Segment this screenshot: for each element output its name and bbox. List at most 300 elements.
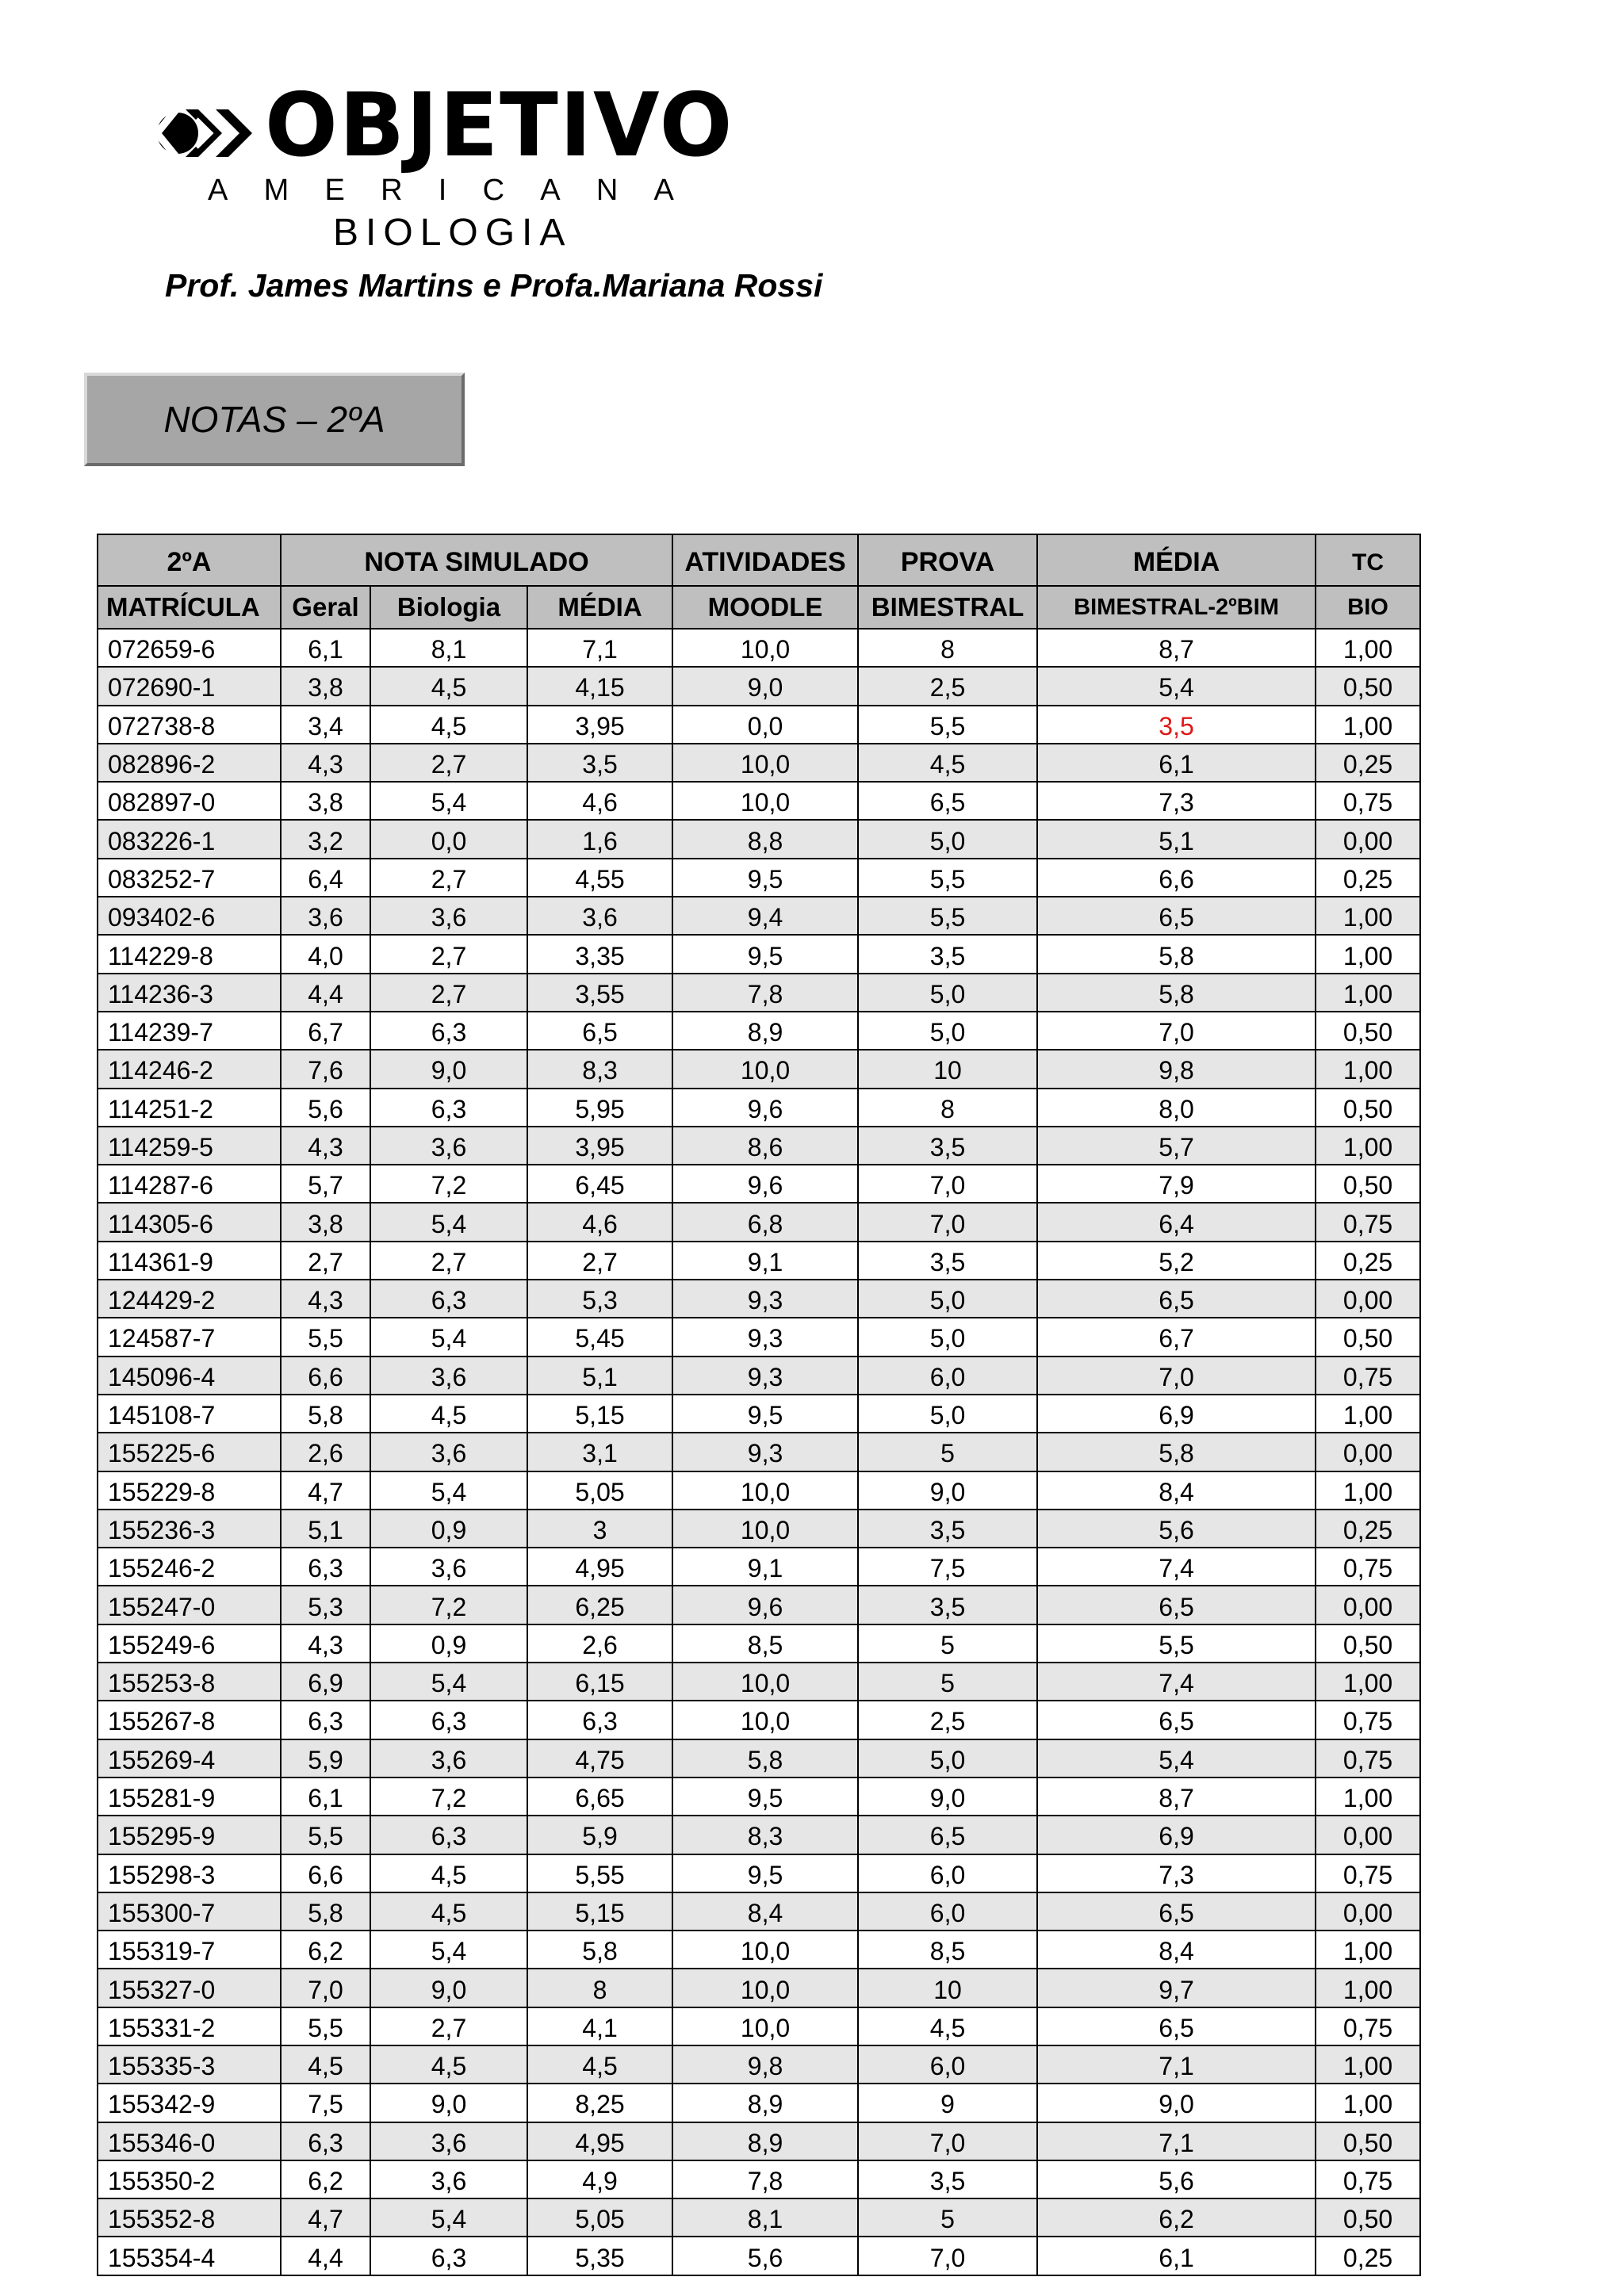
tc-bio-cell: 0,00 [1316,1280,1420,1318]
matricula-cell: 155295-9 [98,1816,281,1854]
biologia-cell: 3,6 [370,1739,527,1777]
media-simulado-cell: 5,45 [527,1318,672,1356]
moodle-cell: 10,0 [672,1510,858,1548]
media-bimestral-cell: 6,1 [1037,744,1316,782]
geral-cell: 4,3 [281,744,370,782]
biologia-cell: 4,5 [370,1854,527,1892]
geral-cell: 3,8 [281,782,370,820]
media-bimestral-cell: 6,6 [1037,859,1316,897]
matricula-cell: 124587-7 [98,1318,281,1356]
geral-cell: 5,1 [281,1510,370,1548]
geral-cell: 3,6 [281,897,370,935]
media-bimestral-cell: 8,4 [1037,1931,1316,1969]
media-bimestral-cell: 9,7 [1037,1969,1316,2007]
bimestral-cell: 8,5 [858,1931,1037,1969]
bimestral-cell: 3,5 [858,1127,1037,1165]
tc-bio-cell: 0,50 [1316,2122,1420,2160]
tc-bio-cell: 0,75 [1316,1357,1420,1395]
bimestral-cell: 4,5 [858,2007,1037,2045]
bimestral-cell: 6,5 [858,1816,1037,1854]
tc-bio-cell: 0,00 [1316,820,1420,858]
media-simulado-cell: 4,95 [527,2122,672,2160]
tc-bio-cell: 0,00 [1316,1892,1420,1931]
geral-cell: 6,9 [281,1663,370,1701]
moodle-cell: 9,3 [672,1433,858,1471]
media-simulado-cell: 3,35 [527,935,672,973]
media-bimestral-cell: 7,0 [1037,1357,1316,1395]
moodle-cell: 8,4 [672,1892,858,1931]
matricula-cell: 155267-8 [98,1701,281,1739]
matricula-cell: 114246-2 [98,1050,281,1088]
media-simulado-cell: 5,35 [527,2237,672,2275]
media-bimestral-cell: 7,1 [1037,2045,1316,2084]
bimestral-cell: 10 [858,1969,1037,2007]
media-simulado-cell: 5,1 [527,1357,672,1395]
media-bimestral-cell: 6,5 [1037,897,1316,935]
geral-cell: 4,4 [281,974,370,1012]
media-simulado-cell: 3,95 [527,1127,672,1165]
media-bimestral-cell: 5,7 [1037,1127,1316,1165]
bimestral-cell: 5,0 [858,820,1037,858]
table-row [98,897,1420,935]
media-simulado-cell: 6,15 [527,1663,672,1701]
tc-bio-cell: 0,25 [1316,1242,1420,1280]
biologia-cell: 8,1 [370,629,527,667]
geral-cell: 6,2 [281,2160,370,2198]
table-row [98,1012,1420,1050]
media-simulado-cell: 5,95 [527,1089,672,1127]
biologia-cell: 5,4 [370,1471,527,1510]
tc-bio-cell: 0,75 [1316,1701,1420,1739]
moodle-cell: 9,1 [672,1242,858,1280]
media-bimestral-cell: 6,9 [1037,1395,1316,1433]
biologia-cell: 9,0 [370,2084,527,2122]
media-simulado-cell: 6,5 [527,1012,672,1050]
biologia-cell: 3,6 [370,897,527,935]
bimestral-cell: 9 [858,2084,1037,2122]
matricula-cell: 155350-2 [98,2160,281,2198]
geral-cell: 4,7 [281,2198,370,2237]
media-simulado-cell: 5,15 [527,1892,672,1931]
matricula-cell: 082897-0 [98,782,281,820]
bimestral-cell: 3,5 [858,1586,1037,1624]
moodle-cell: 9,5 [672,1854,858,1892]
matricula-cell: 093402-6 [98,897,281,935]
media-bimestral-cell: 5,8 [1037,935,1316,973]
tc-bio-cell: 1,00 [1316,1395,1420,1433]
moodle-cell: 5,8 [672,1739,858,1777]
biologia-cell: 2,7 [370,1242,527,1280]
moodle-cell: 9,3 [672,1357,858,1395]
logo-subtitle: A M E R I C A N A [208,174,674,207]
tc-bio-cell: 0,00 [1316,1816,1420,1854]
bimestral-cell: 5 [858,1663,1037,1701]
tc-bio-cell: 1,00 [1316,974,1420,1012]
moodle-cell: 9,3 [672,1280,858,1318]
media-simulado-cell: 5,3 [527,1280,672,1318]
media-bimestral-cell: 8,0 [1037,1089,1316,1127]
tc-bio-cell: 0,50 [1316,667,1420,705]
media-bimestral-cell: 7,4 [1037,1663,1316,1701]
bimestral-cell: 5,5 [858,859,1037,897]
media-simulado-cell: 2,7 [527,1242,672,1280]
biologia-cell: 4,5 [370,1892,527,1931]
moodle-cell: 8,1 [672,2198,858,2237]
geral-cell: 4,0 [281,935,370,973]
tc-bio-cell: 1,00 [1316,935,1420,973]
geral-cell: 4,4 [281,2237,370,2275]
media-bimestral-cell: 3,5 [1037,706,1316,744]
tc-bio-cell: 0,50 [1316,1624,1420,1663]
media-bimestral-cell: 5,6 [1037,2160,1316,2198]
geral-cell: 3,2 [281,820,370,858]
header-row-2 [98,586,1420,629]
biologia-cell: 2,7 [370,859,527,897]
matricula-cell: 114305-6 [98,1203,281,1241]
biologia-cell: 0,9 [370,1510,527,1548]
media-simulado-cell: 4,15 [527,667,672,705]
tc-bio-cell: 1,00 [1316,1969,1420,2007]
biologia-cell: 0,9 [370,1624,527,1663]
header-bio: BIO [1316,586,1420,629]
media-simulado-cell: 5,05 [527,2198,672,2237]
bimestral-cell: 7,0 [858,2237,1037,2275]
tc-bio-cell: 0,50 [1316,1089,1420,1127]
table-row [98,1510,1420,1548]
table-row [98,1586,1420,1624]
table-row [98,1854,1420,1892]
table-row [98,1318,1420,1356]
geral-cell: 6,3 [281,2122,370,2160]
media-bimestral-cell: 8,4 [1037,1471,1316,1510]
biologia-cell: 2,7 [370,2007,527,2045]
table-row [98,2007,1420,2045]
biologia-cell: 7,2 [370,1777,527,1816]
header-tc: TC [1316,534,1420,586]
header-matricula: MATRÍCULA [98,586,281,629]
geral-cell: 6,7 [281,1012,370,1050]
media-bimestral-cell: 5,2 [1037,1242,1316,1280]
biologia-cell: 5,4 [370,782,527,820]
moodle-cell: 8,9 [672,1012,858,1050]
bimestral-cell: 5,0 [858,1012,1037,1050]
media-simulado-cell: 4,55 [527,859,672,897]
media-bimestral-cell: 6,9 [1037,1816,1316,1854]
media-bimestral-cell: 5,4 [1037,667,1316,705]
table-row [98,1357,1420,1395]
media-bimestral-cell: 6,1 [1037,2237,1316,2275]
media-simulado-cell: 4,75 [527,1739,672,1777]
tc-bio-cell: 0,75 [1316,2007,1420,2045]
header-nota-simulado: NOTA SIMULADO [281,534,672,586]
table-row [98,706,1420,744]
header-moodle: MOODLE [672,586,858,629]
bimestral-cell: 7,5 [858,1548,1037,1586]
bimestral-cell: 5,0 [858,1318,1037,1356]
media-bimestral-cell: 7,9 [1037,1165,1316,1203]
media-bimestral-cell: 9,8 [1037,1050,1316,1088]
media-simulado-cell: 5,55 [527,1854,672,1892]
matricula-cell: 155352-8 [98,2198,281,2237]
geral-cell: 4,5 [281,2045,370,2084]
matricula-cell: 083252-7 [98,859,281,897]
table-row [98,2198,1420,2237]
moodle-cell: 9,8 [672,2045,858,2084]
tc-bio-cell: 0,75 [1316,1548,1420,1586]
biologia-cell: 5,4 [370,1203,527,1241]
table-row [98,744,1420,782]
tc-bio-cell: 0,50 [1316,1318,1420,1356]
bimestral-cell: 6,0 [858,1357,1037,1395]
tc-bio-cell: 1,00 [1316,1663,1420,1701]
bimestral-cell: 7,0 [858,1165,1037,1203]
media-simulado-cell: 8,3 [527,1050,672,1088]
media-bimestral-cell: 5,1 [1037,820,1316,858]
bimestral-cell: 9,0 [858,1471,1037,1510]
table-row [98,782,1420,820]
tc-bio-cell: 0,25 [1316,744,1420,782]
tc-bio-cell: 1,00 [1316,1777,1420,1816]
matricula-cell: 072738-8 [98,706,281,744]
matricula-cell: 114361-9 [98,1242,281,1280]
bimestral-cell: 2,5 [858,667,1037,705]
table-row [98,1433,1420,1471]
moodle-cell: 10,0 [672,629,858,667]
media-bimestral-cell: 5,4 [1037,1739,1316,1777]
geral-cell: 4,3 [281,1127,370,1165]
matricula-cell: 155298-3 [98,1854,281,1892]
moodle-cell: 9,5 [672,1777,858,1816]
table-row [98,1931,1420,1969]
tc-bio-cell: 1,00 [1316,1127,1420,1165]
moodle-cell: 7,8 [672,974,858,1012]
table-row [98,935,1420,973]
media-simulado-cell: 3,5 [527,744,672,782]
media-bimestral-cell: 5,8 [1037,1433,1316,1471]
geral-cell: 5,6 [281,1089,370,1127]
biologia-cell: 3,6 [370,2122,527,2160]
bimestral-cell: 8 [858,1089,1037,1127]
geral-cell: 5,3 [281,1586,370,1624]
geral-cell: 5,8 [281,1395,370,1433]
media-bimestral-cell: 5,5 [1037,1624,1316,1663]
bimestral-cell: 3,5 [858,1510,1037,1548]
matricula-cell: 155281-9 [98,1777,281,1816]
table-row [98,1203,1420,1241]
media-simulado-cell: 3,1 [527,1433,672,1471]
media-simulado-cell: 6,3 [527,1701,672,1739]
header-bimestral: BIMESTRAL [858,586,1037,629]
media-simulado-cell: 1,6 [527,820,672,858]
moodle-cell: 8,8 [672,820,858,858]
geral-cell: 4,7 [281,1471,370,1510]
matricula-cell: 155253-8 [98,1663,281,1701]
media-simulado-cell: 4,6 [527,1203,672,1241]
tc-bio-cell: 0,75 [1316,1203,1420,1241]
biologia-cell: 5,4 [370,1318,527,1356]
media-bimestral-cell: 6,5 [1037,1701,1316,1739]
bimestral-cell: 6,0 [858,1854,1037,1892]
media-bimestral-cell: 5,6 [1037,1510,1316,1548]
biologia-cell: 5,4 [370,1663,527,1701]
section-label: NOTAS – 2ºA [163,399,385,440]
table-row [98,667,1420,705]
geral-cell: 5,9 [281,1739,370,1777]
table-row [98,1127,1420,1165]
table-row [98,2045,1420,2084]
media-bimestral-cell: 7,3 [1037,1854,1316,1892]
section-label-box [84,373,465,466]
moodle-cell: 9,5 [672,1395,858,1433]
matricula-cell: 155342-9 [98,2084,281,2122]
bimestral-cell: 3,5 [858,935,1037,973]
geral-cell: 4,3 [281,1280,370,1318]
moodle-cell: 10,0 [672,1701,858,1739]
moodle-cell: 8,3 [672,1816,858,1854]
bimestral-cell: 8 [858,629,1037,667]
objetivo-logo [149,75,736,220]
header-biologia: Biologia [370,586,527,629]
biologia-cell: 3,6 [370,2160,527,2198]
biologia-cell: 5,4 [370,1931,527,1969]
table-row [98,2122,1420,2160]
moodle-cell: 9,5 [672,935,858,973]
biologia-cell: 5,4 [370,2198,527,2237]
matricula-cell: 124429-2 [98,1280,281,1318]
matricula-cell: 155246-2 [98,1548,281,1586]
bimestral-cell: 5,0 [858,974,1037,1012]
moodle-cell: 8,9 [672,2084,858,2122]
matricula-cell: 155236-3 [98,1510,281,1548]
matricula-cell: 155335-3 [98,2045,281,2084]
matricula-cell: 072659-6 [98,629,281,667]
moodle-cell: 10,0 [672,782,858,820]
media-simulado-cell: 5,05 [527,1471,672,1510]
table-row [98,1548,1420,1586]
matricula-cell: 155319-7 [98,1931,281,1969]
media-simulado-cell: 3 [527,1510,672,1548]
media-bimestral-cell: 8,7 [1037,629,1316,667]
media-bimestral-cell: 7,0 [1037,1012,1316,1050]
media-simulado-cell: 8 [527,1969,672,2007]
biologia-cell: 3,6 [370,1433,527,1471]
moodle-cell: 9,5 [672,859,858,897]
media-simulado-cell: 4,5 [527,2045,672,2084]
biologia-cell: 2,7 [370,744,527,782]
geral-cell: 6,3 [281,1548,370,1586]
table-row [98,1892,1420,1931]
media-bimestral-cell: 9,0 [1037,2084,1316,2122]
logo-arrows-icon [149,98,268,168]
media-simulado-cell: 4,6 [527,782,672,820]
geral-cell: 5,7 [281,1165,370,1203]
table-row [98,1624,1420,1663]
bimestral-cell: 5,0 [858,1739,1037,1777]
biologia-cell: 6,3 [370,1089,527,1127]
biologia-cell: 4,5 [370,706,527,744]
geral-cell: 5,5 [281,1816,370,1854]
geral-cell: 7,0 [281,1969,370,2007]
geral-cell: 6,2 [281,1931,370,1969]
tc-bio-cell: 1,00 [1316,629,1420,667]
media-bimestral-cell: 6,5 [1037,1892,1316,1931]
matricula-cell: 082896-2 [98,744,281,782]
media-simulado-cell: 6,65 [527,1777,672,1816]
header-geral: Geral [281,586,370,629]
table-row [98,2084,1420,2122]
matricula-cell: 114239-7 [98,1012,281,1050]
biologia-cell: 7,2 [370,1165,527,1203]
header-atividades: ATIVIDADES [672,534,858,586]
tc-bio-cell: 0,75 [1316,782,1420,820]
table-row [98,629,1420,667]
moodle-cell: 10,0 [672,1471,858,1510]
media-simulado-cell: 4,1 [527,2007,672,2045]
biologia-cell: 9,0 [370,1969,527,2007]
matricula-cell: 155269-4 [98,1739,281,1777]
table-row [98,1969,1420,2007]
bimestral-cell: 10 [858,1050,1037,1088]
biologia-cell: 3,6 [370,1357,527,1395]
media-bimestral-cell: 7,3 [1037,782,1316,820]
geral-cell: 6,4 [281,859,370,897]
bimestral-cell: 5,0 [858,1395,1037,1433]
tc-bio-cell: 1,00 [1316,897,1420,935]
biologia-cell: 2,7 [370,935,527,973]
biologia-cell: 6,3 [370,1280,527,1318]
moodle-cell: 10,0 [672,1931,858,1969]
subject-title: BIOLOGIA [333,212,573,254]
geral-cell: 6,6 [281,1854,370,1892]
tc-bio-cell: 1,00 [1316,2084,1420,2122]
professors-line: Prof. James Martins e Profa.Mariana Rossi [165,267,823,304]
table-row [98,2237,1420,2275]
biologia-cell: 3,6 [370,1127,527,1165]
bimestral-cell: 6,0 [858,2045,1037,2084]
matricula-cell: 083226-1 [98,820,281,858]
bimestral-cell: 7,0 [858,2122,1037,2160]
media-bimestral-cell: 8,7 [1037,1777,1316,1816]
bimestral-cell: 3,5 [858,2160,1037,2198]
table-row [98,1089,1420,1127]
table-row [98,1280,1420,1318]
biologia-cell: 4,5 [370,1395,527,1433]
matricula-cell: 114287-6 [98,1165,281,1203]
media-simulado-cell: 8,25 [527,2084,672,2122]
bimestral-cell: 5 [858,1433,1037,1471]
header-row-1 [98,534,1420,586]
tc-bio-cell: 0,75 [1316,1854,1420,1892]
geral-cell: 7,6 [281,1050,370,1088]
tc-bio-cell: 0,25 [1316,859,1420,897]
moodle-cell: 7,8 [672,2160,858,2198]
biologia-cell: 6,3 [370,1816,527,1854]
table-row [98,1471,1420,1510]
header-media: MÉDIA [1037,534,1316,586]
tc-bio-cell: 0,00 [1316,1433,1420,1471]
geral-cell: 6,3 [281,1701,370,1739]
media-bimestral-cell: 6,5 [1037,1586,1316,1624]
bimestral-cell: 7,0 [858,1203,1037,1241]
matricula-cell: 155327-0 [98,1969,281,2007]
media-simulado-cell: 5,15 [527,1395,672,1433]
bimestral-cell: 5 [858,1624,1037,1663]
geral-cell: 2,7 [281,1242,370,1280]
matricula-cell: 145096-4 [98,1357,281,1395]
media-bimestral-cell: 7,4 [1037,1548,1316,1586]
geral-cell: 5,5 [281,2007,370,2045]
biologia-cell: 4,5 [370,2045,527,2084]
